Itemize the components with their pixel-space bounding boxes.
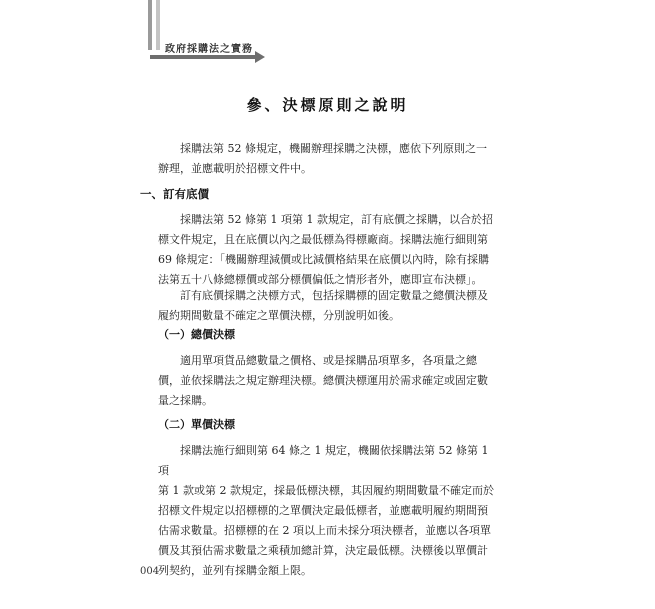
header-rule xyxy=(150,55,255,59)
paragraph-3 xyxy=(158,351,498,411)
text-line: 法第五十八條總標價或部分標價偏低之情形者外，應即宣布決標」。 xyxy=(158,273,483,286)
text-line: 履約期間數量不確定之單價決標，分別說明如後。 xyxy=(158,309,400,322)
heading-level-2-lump-sum: （一）總價決標 xyxy=(158,328,235,341)
header-bar-light xyxy=(156,0,160,50)
text-line: 估需求數量。招標標的在 2 項以上而未採分項決標者，並應以各項單 xyxy=(158,524,491,537)
text-line: 辦理，並應載明於招標文件中。 xyxy=(158,162,312,175)
text-line: 標文件規定，且在底價以內之最低標為得標廠商。採購法施行細則第 xyxy=(158,233,488,246)
section-title: 參、決標原則之說明 xyxy=(246,96,409,114)
running-header-title: 政府採購法之實務 xyxy=(165,44,253,55)
text-line: 採購法第 52 條第 1 項第 1 款規定，訂有底價之採購，以合於招 xyxy=(180,213,493,226)
header-bar-dark xyxy=(148,0,152,50)
text-line: 招標文件規定以招標標的之單價決定最低標者，並應載明履約期間預 xyxy=(158,504,488,517)
text-line: 訂有底價採購之決標方式，包括採購標的固定數量之總價決標及 xyxy=(180,289,488,302)
text-line: 69 條規定：「機關辦理減價或比減價格結果在底價以內時，除有採購 xyxy=(158,253,489,266)
page-number: 004 xyxy=(140,566,160,577)
text-line: 採購法施行細則第 64 條之 1 規定，機關依採購法第 52 條第 1 項 xyxy=(158,444,489,477)
paragraph-4 xyxy=(158,441,498,581)
text-line: 量之採購。 xyxy=(158,394,213,407)
text-line: 列契約，並列有採購金額上限。 xyxy=(158,564,312,577)
header-arrow-decoration xyxy=(255,51,265,63)
heading-level-2-unit-price: （二）單價決標 xyxy=(158,418,235,431)
text-line: 適用單項貨品總數量之價格、或是採購品項單多，各項量之總 xyxy=(180,354,477,367)
intro-paragraph xyxy=(158,139,498,179)
text-line: 採購法第 52 條規定，機關辦理採購之決標，應依下列原則之一 xyxy=(180,142,487,155)
text-line: 價，並依採購法之規定辦理決標。總價決標運用於需求確定或固定數 xyxy=(158,374,488,387)
paragraph-1 xyxy=(158,210,498,290)
paragraph-2 xyxy=(158,286,498,326)
heading-level-1: 一、訂有底價 xyxy=(140,187,209,201)
text-line: 第 1 款或第 2 款規定，採最低標決標，其因履約期間數量不確定而於 xyxy=(158,484,494,497)
text-line: 價及其預估需求數量之乘積加總計算，決定最低標。決標後以單價計 xyxy=(158,544,488,557)
